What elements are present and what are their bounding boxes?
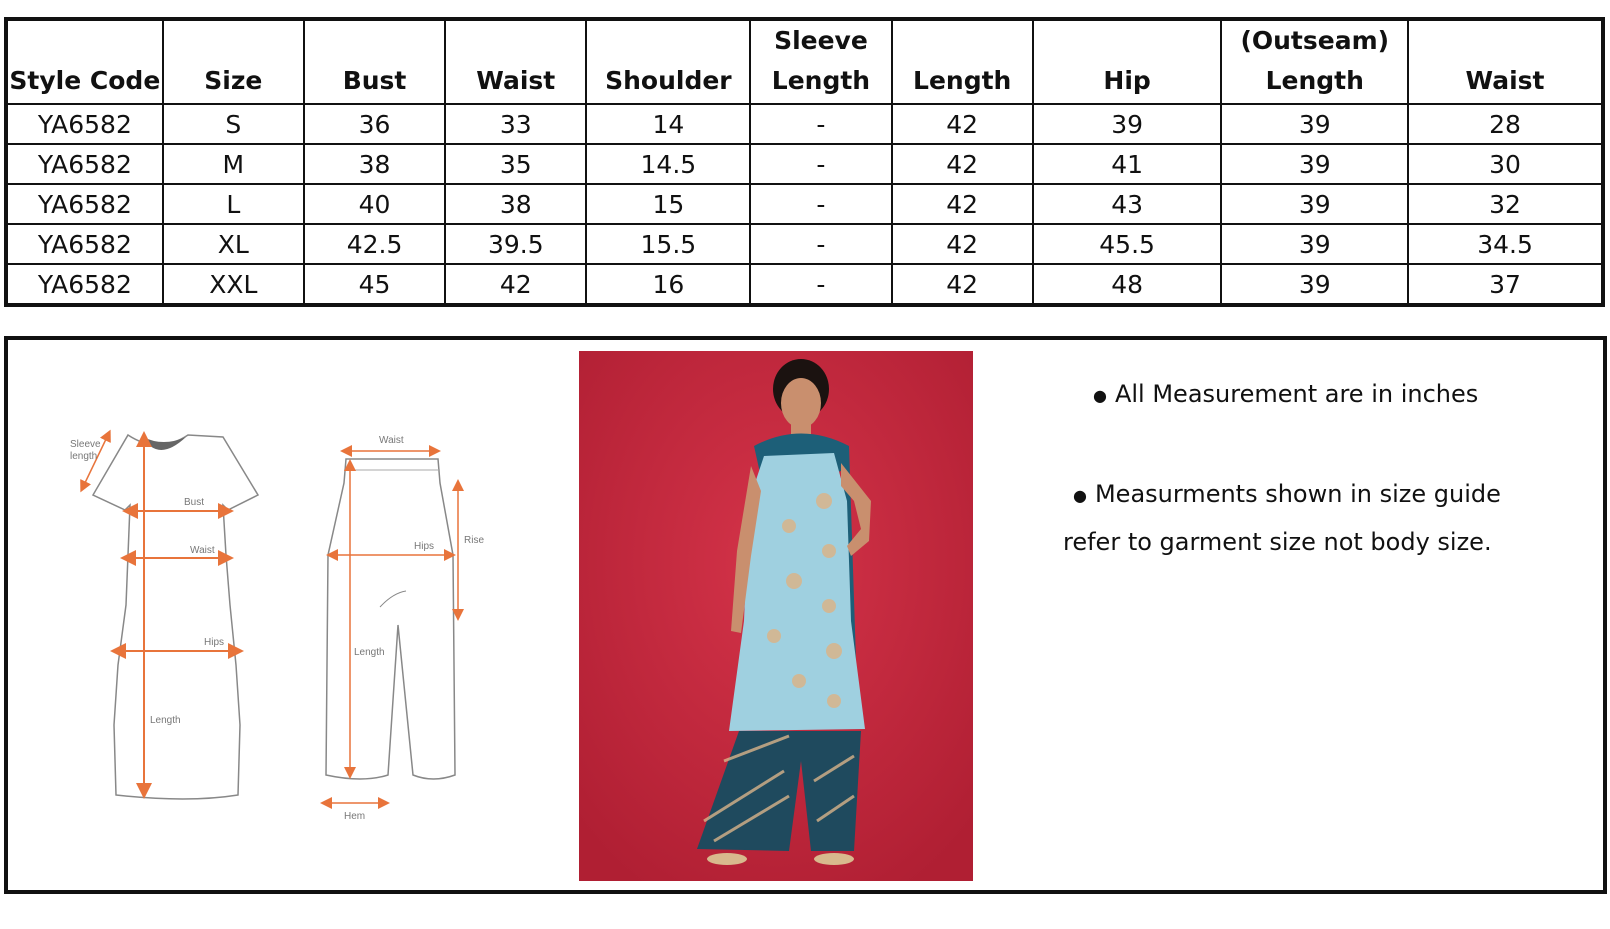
table-cell: 33 xyxy=(445,104,586,144)
sleeve-label-line2: length xyxy=(70,451,98,462)
table-header-row xyxy=(6,19,1603,104)
table-cell: YA6582 xyxy=(6,224,163,264)
column-header xyxy=(750,19,891,104)
table-cell: YA6582 xyxy=(6,144,163,184)
column-header xyxy=(6,19,163,104)
column-header-line2: Waist xyxy=(1465,66,1545,95)
table-cell: 43 xyxy=(1033,184,1222,224)
length-label: Length xyxy=(150,715,181,726)
table-cell: 39 xyxy=(1221,144,1408,184)
column-header-line2: Length xyxy=(771,66,871,95)
table-cell: 34.5 xyxy=(1408,224,1603,264)
table-cell: XL xyxy=(163,224,304,264)
table-cell: 14 xyxy=(586,104,750,144)
table-cell: 39.5 xyxy=(445,224,586,264)
table-cell: 37 xyxy=(1408,264,1603,305)
pant-waist-label: Waist xyxy=(379,435,404,446)
table-row xyxy=(6,224,1603,264)
table-cell: 38 xyxy=(304,144,445,184)
column-header-line1: Sleeve xyxy=(774,26,868,55)
column-header-line2: Waist xyxy=(476,66,556,95)
column-header xyxy=(1408,19,1603,104)
table-cell: 42 xyxy=(445,264,586,305)
column-header xyxy=(1221,19,1408,104)
table-body xyxy=(6,104,1603,305)
table-row xyxy=(6,104,1603,144)
column-header-line2: Shoulder xyxy=(605,66,732,95)
table-row xyxy=(6,144,1603,184)
bust-label: Bust xyxy=(184,497,205,508)
table-cell: 14.5 xyxy=(586,144,750,184)
note-inches-text: All Measurement are in inches xyxy=(1114,380,1479,408)
table-row xyxy=(6,264,1603,305)
column-header xyxy=(1033,19,1222,104)
table-cell: 42.5 xyxy=(304,224,445,264)
column-header-line2: Style Code xyxy=(9,66,161,95)
column-header xyxy=(586,19,750,104)
table-cell: - xyxy=(750,144,891,184)
table-cell: XXL xyxy=(163,264,304,305)
table-cell: - xyxy=(750,224,891,264)
table-cell: 48 xyxy=(1033,264,1222,305)
table-row xyxy=(6,184,1603,224)
table-cell: 30 xyxy=(1408,144,1603,184)
note-garment-size xyxy=(1073,480,1501,508)
table-cell: 40 xyxy=(304,184,445,224)
table-cell: 38 xyxy=(445,184,586,224)
table-cell: 16 xyxy=(586,264,750,305)
table-cell: - xyxy=(750,104,891,144)
rise-label: Rise xyxy=(464,535,485,546)
hem-label: Hem xyxy=(344,811,366,822)
note-garment-size-line2: refer to garment size not body size. xyxy=(1063,528,1492,556)
pant-length-label: Length xyxy=(354,647,385,658)
table-cell: 42 xyxy=(892,144,1033,184)
table-cell: 45.5 xyxy=(1033,224,1222,264)
column-header-line2: Length xyxy=(1265,66,1364,95)
table-cell: L xyxy=(163,184,304,224)
table-cell: 39 xyxy=(1221,264,1408,305)
hips-label: Hips xyxy=(204,637,225,648)
bullet-icon: ● xyxy=(1073,485,1087,505)
column-header-line2: Size xyxy=(204,66,263,95)
column-header-line2: Length xyxy=(913,66,1012,95)
table-cell: 39 xyxy=(1221,224,1408,264)
table-cell: 39 xyxy=(1033,104,1222,144)
table-cell: 39 xyxy=(1221,104,1408,144)
column-header xyxy=(304,19,445,104)
table-cell: 35 xyxy=(445,144,586,184)
note-garment-size-text-1: Measurments shown in size guide xyxy=(1094,480,1501,508)
column-header xyxy=(163,19,304,104)
pant-hips-label: Hips xyxy=(414,541,435,552)
table-cell: 39 xyxy=(1221,184,1408,224)
table-cell: 41 xyxy=(1033,144,1222,184)
kurta-measurement-sketch xyxy=(58,425,288,815)
model-photo xyxy=(579,351,973,881)
note-inches xyxy=(1093,380,1478,408)
pant-measurement-sketch xyxy=(308,425,498,825)
size-chart-table xyxy=(4,17,1605,307)
column-header-line2: Hip xyxy=(1103,66,1151,95)
table-cell: 15 xyxy=(586,184,750,224)
table-cell: - xyxy=(750,184,891,224)
table-cell: 15.5 xyxy=(586,224,750,264)
table-cell: YA6582 xyxy=(6,184,163,224)
table-cell: YA6582 xyxy=(6,104,163,144)
waist-label: Waist xyxy=(190,545,215,556)
column-header xyxy=(445,19,586,104)
table-cell: 45 xyxy=(304,264,445,305)
table-cell: M xyxy=(163,144,304,184)
table-cell: 42 xyxy=(892,224,1033,264)
column-header-line2: Bust xyxy=(342,66,407,95)
table-cell: YA6582 xyxy=(6,264,163,305)
table-cell: 42 xyxy=(892,184,1033,224)
table-cell: 42 xyxy=(892,104,1033,144)
size-guide-panel xyxy=(4,336,1607,894)
sleeve-label-line1: Sleeve xyxy=(70,439,101,450)
table-cell: 42 xyxy=(892,264,1033,305)
table-cell: 36 xyxy=(304,104,445,144)
table-cell: S xyxy=(163,104,304,144)
table-cell: - xyxy=(750,264,891,305)
column-header-line1: (Outseam) xyxy=(1240,26,1390,55)
table-cell: 28 xyxy=(1408,104,1603,144)
table-cell: 32 xyxy=(1408,184,1603,224)
bullet-icon: ● xyxy=(1093,385,1107,405)
column-header xyxy=(892,19,1033,104)
